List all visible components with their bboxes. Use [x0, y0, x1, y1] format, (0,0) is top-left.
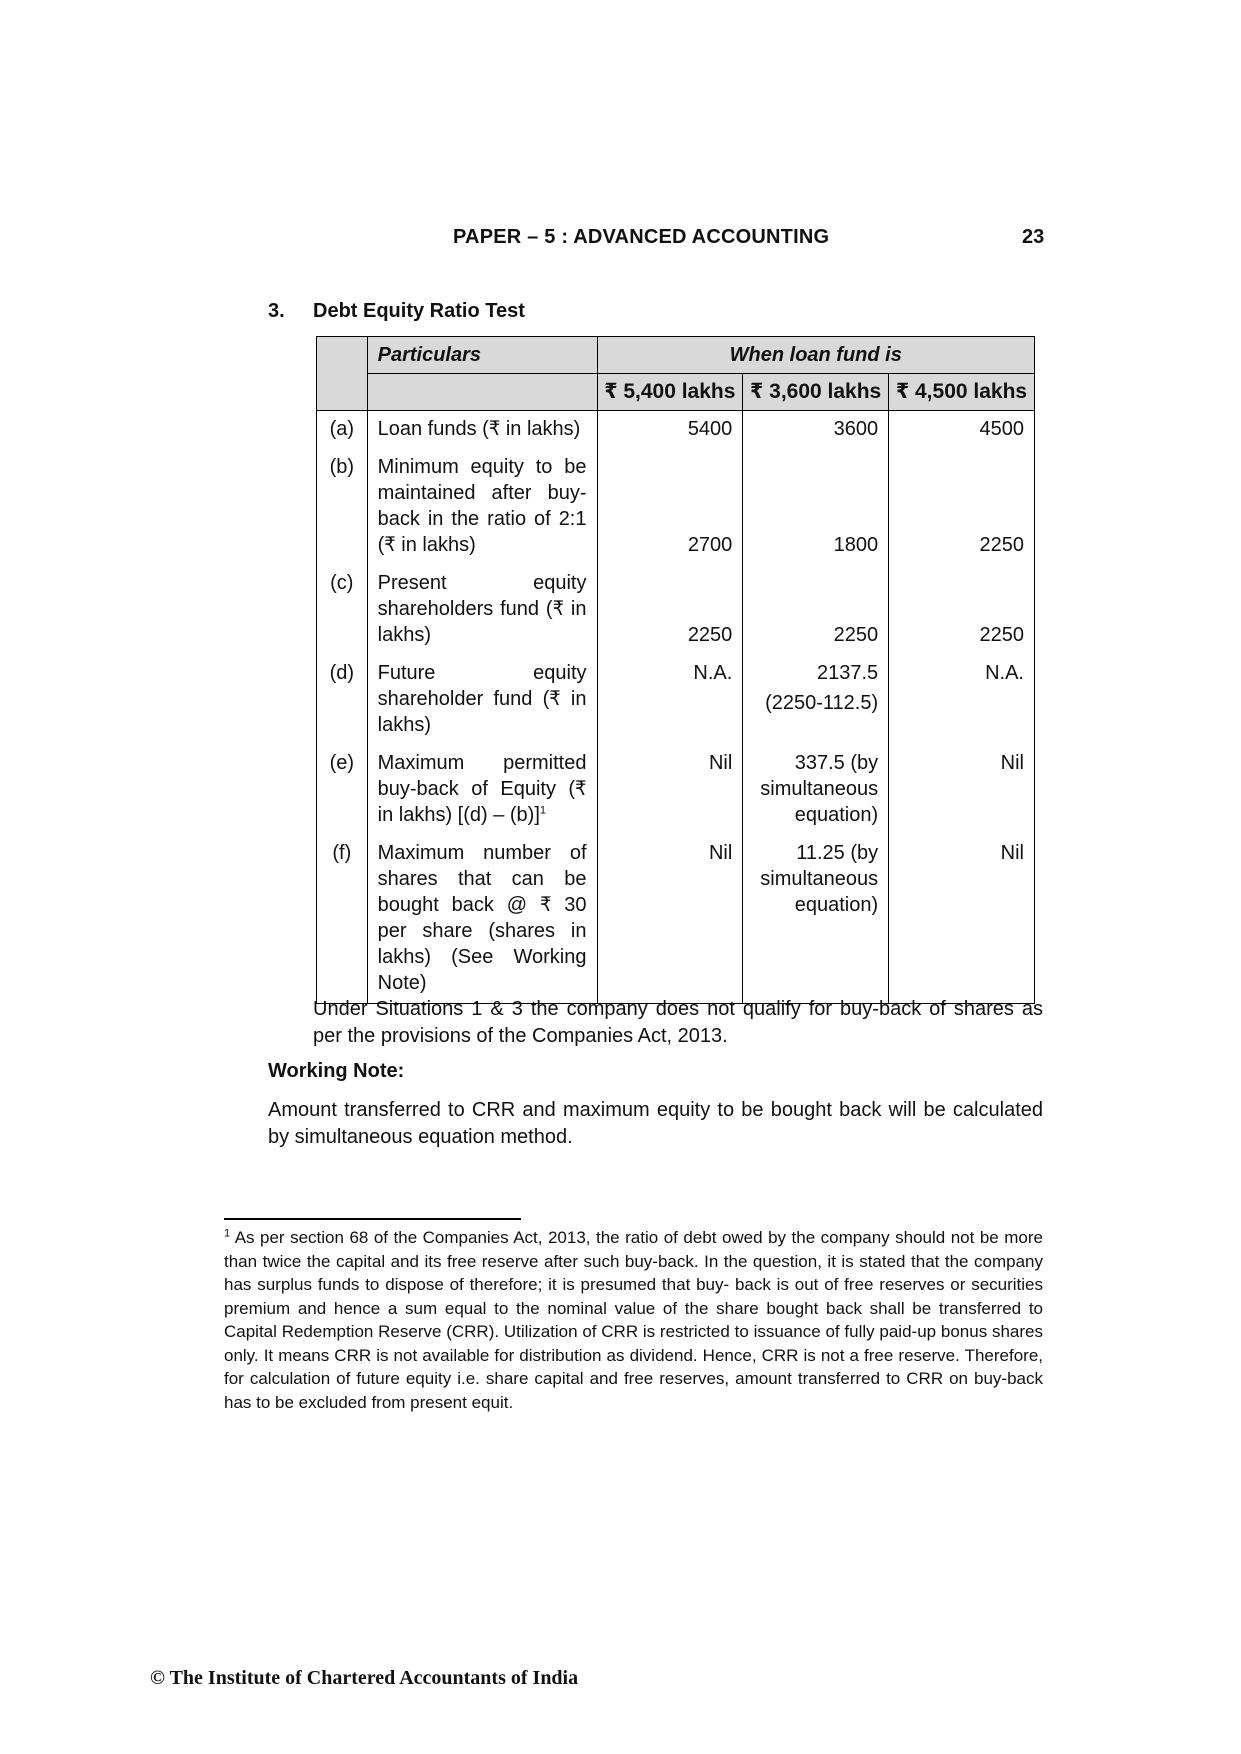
- table-row: [317, 449, 1035, 565]
- page-number: 23: [1022, 226, 1045, 248]
- footnote-reference: 1: [539, 804, 547, 817]
- header-group: When loan fund is: [597, 337, 1035, 374]
- section-number: 3.: [268, 300, 285, 322]
- row-value-2: 2137.5: [816, 662, 879, 684]
- row-particulars: Maximum number of shares that can be bought back @ ₹ 30 per share (shares in lakhs) (See Working Note): [367, 835, 597, 1004]
- header-particulars-blank: [367, 374, 597, 411]
- working-note-title: Working Note:: [268, 1060, 405, 1082]
- row-value-3: Nil: [889, 745, 1035, 835]
- row-value-2: 337.5 (by simultaneous equation): [743, 745, 889, 835]
- working-note-text: Amount transferred to CRR and maximum equity to be bought back will be calculated by simultaneous equation method.: [268, 1099, 1043, 1148]
- footnote-divider: [224, 1218, 521, 1220]
- table-row: [317, 565, 1035, 655]
- row-particulars: Present equity shareholders fund (₹ in lakhs): [367, 565, 597, 655]
- row-value-2: 3600: [743, 411, 889, 450]
- row-value-3: Nil: [889, 835, 1035, 1004]
- row-value-3: 4500: [889, 411, 1035, 450]
- row-value-2: 11.25 (by simultaneous equation): [743, 835, 889, 1004]
- row-label: (a): [317, 411, 368, 450]
- table-subheader-row: [317, 374, 1035, 411]
- footnote: [224, 1226, 1043, 1414]
- table-row: [317, 655, 1035, 745]
- row-value-2-detail: (2250-112.5): [765, 692, 879, 714]
- row-value-3: N.A.: [889, 655, 1035, 745]
- row-value-1: 2700: [597, 449, 743, 565]
- table-row: [317, 411, 1035, 450]
- row-particulars-cell: [367, 745, 597, 835]
- header-blank-cell: [317, 337, 368, 411]
- section-title: Debt Equity Ratio Test: [313, 300, 525, 322]
- debt-equity-table: [316, 336, 1035, 1004]
- row-label: (b): [317, 449, 368, 565]
- page-header-title: PAPER – 5 : ADVANCED ACCOUNTING: [453, 226, 830, 248]
- row-value-3: 2250: [889, 565, 1035, 655]
- row-value-1: Nil: [597, 745, 743, 835]
- table-row: [317, 835, 1035, 1004]
- row-value-3: 2250: [889, 449, 1035, 565]
- footnote-text: As per section 68 of the Companies Act, 2013, the ratio of debt owed by the company should not be more than twice the capital and its free reserve after such buy-back. In the question, it is stated that the company has surplus funds to dispose of therefore; it is presumed that buy- back is out of free reserves or securities premium and hence a sum equal to the nominal value of the share bought back shall be transferred to Capital Redemption Reserve (CRR). Utilization of CRR is restricted to issuance of fully paid-up bonus shares only. It means CRR is not available for distribution as dividend. Hence, CRR is not a free reserve. Therefore, for calculation of future equity i.e. share capital and free reserves, amount transferred to CRR on buy-back has to be excluded from present equit.: [224, 1228, 1043, 1412]
- row-label: (d): [317, 655, 368, 745]
- header-col-1: ₹ 5,400 lakhs: [597, 374, 743, 411]
- header-col-3: ₹ 4,500 lakhs: [889, 374, 1035, 411]
- page-footer: © The Institute of Chartered Accountants of India: [150, 1667, 579, 1689]
- row-particulars: Maximum permitted buy-back of Equity (₹ in lakhs) [(d) – (b)]: [377, 752, 587, 826]
- row-value-2-cell: [743, 655, 889, 745]
- footnote-mark: 1: [224, 1227, 231, 1240]
- row-label: (f): [317, 835, 368, 1004]
- row-value-2: 2250: [743, 565, 889, 655]
- row-label: (c): [317, 565, 368, 655]
- row-particulars: Loan funds (₹ in lakhs): [367, 411, 597, 450]
- header-particulars: Particulars: [367, 337, 597, 374]
- row-value-1: Nil: [597, 835, 743, 1004]
- table-row: [317, 745, 1035, 835]
- row-particulars: Minimum equity to be maintained after buy-back in the ratio of 2:1 (₹ in lakhs): [367, 449, 597, 565]
- row-value-1: 5400: [597, 411, 743, 450]
- row-value-1: 2250: [597, 565, 743, 655]
- row-particulars: Future equity shareholder fund (₹ in lakhs): [367, 655, 597, 745]
- row-value-2: 1800: [743, 449, 889, 565]
- row-value-1: N.A.: [597, 655, 743, 745]
- table-header-row: [317, 337, 1035, 374]
- header-col-2: ₹ 3,600 lakhs: [743, 374, 889, 411]
- row-label: (e): [317, 745, 368, 835]
- situations-paragraph: Under Situations 1 & 3 the company does not qualify for buy-back of shares as per the provisions of the Companies Act, 2013.: [313, 998, 1043, 1047]
